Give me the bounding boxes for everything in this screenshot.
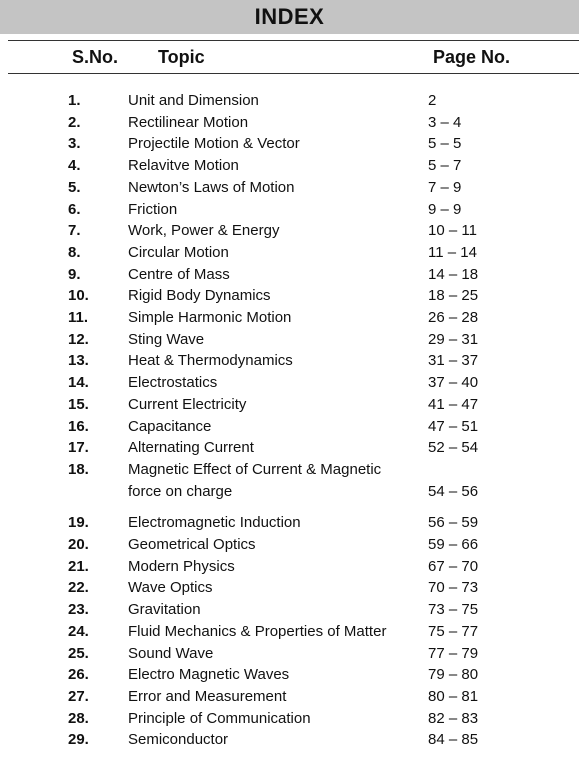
row-topic: Electromagnetic Induction [128, 514, 301, 532]
row-pages: 52 – 54 [428, 439, 479, 457]
row-pages: 29 – 31 [428, 330, 479, 348]
row-topic-line2: force on charge [128, 482, 233, 500]
row-topic: Friction [128, 200, 178, 218]
index-row [0, 285, 579, 307]
row-pages: 31 – 37 [428, 352, 479, 370]
row-pages: 79 – 80 [428, 666, 479, 684]
row-pages: 47 – 51 [428, 417, 479, 435]
row-pages: 41 – 47 [428, 395, 479, 413]
row-pages: 80 – 81 [428, 687, 479, 705]
index-row [0, 643, 579, 665]
row-number: 22. [68, 579, 89, 597]
row-pages: 2 [428, 92, 437, 109]
row-topic [128, 459, 428, 502]
row-pages: 11 – 14 [428, 243, 477, 261]
row-number: 28. [68, 709, 89, 727]
row-number: 27. [68, 687, 89, 705]
row-topic: Alternating Current [128, 439, 254, 457]
row-number: 1. [68, 92, 81, 109]
index-row [0, 177, 579, 199]
index-row [0, 416, 579, 438]
index-row [0, 621, 579, 643]
row-topic: Sound Wave [128, 644, 214, 662]
row-number: 21. [68, 557, 89, 575]
index-row [0, 264, 579, 286]
row-number: 23. [68, 601, 89, 619]
row-topic: Capacitance [128, 417, 212, 435]
row-topic: Error and Measurement [128, 687, 287, 705]
index-row [0, 90, 579, 112]
row-pages: 59 – 66 [428, 536, 479, 554]
row-number: 20. [68, 536, 89, 554]
row-topic: Fluid Mechanics & Properties of Matter [128, 622, 387, 640]
column-header-sno: S.No. [72, 47, 119, 67]
row-number: 24. [68, 622, 89, 640]
row-number: 16. [68, 417, 89, 435]
header-bottom-rule [8, 73, 579, 74]
row-topic: Circular Motion [128, 243, 229, 261]
index-row [0, 242, 579, 264]
index-row [0, 664, 579, 686]
row-pages: 82 – 83 [428, 709, 479, 727]
row-pages: 37 – 40 [428, 374, 479, 392]
row-pages: 5 – 5 [428, 135, 462, 153]
row-number: 17. [68, 439, 89, 457]
title-bar [0, 0, 579, 34]
row-pages: 7 – 9 [428, 178, 462, 196]
index-row [0, 199, 579, 221]
row-topic: Newton’s Laws of Motion [128, 178, 295, 196]
row-topic: Electrostatics [128, 374, 218, 392]
row-number: 25. [68, 644, 89, 662]
row-topic: Semiconductor [128, 731, 229, 749]
row-topic: Current Electricity [128, 395, 247, 413]
row-pages: 14 – 18 [428, 265, 479, 283]
row-number: 26. [68, 666, 89, 684]
row-topic: Simple Harmonic Motion [128, 309, 292, 327]
row-number: 19. [68, 514, 89, 532]
index-row [0, 459, 579, 502]
row-number: 14. [68, 374, 89, 392]
row-number: 15. [68, 395, 89, 413]
row-topic: Centre of Mass [128, 265, 230, 283]
row-topic: Gravitation [128, 601, 201, 619]
header-top-rule [8, 40, 579, 41]
row-pages: 77 – 79 [428, 644, 479, 662]
row-number: 9. [68, 265, 81, 283]
index-row [0, 394, 579, 416]
row-topic: Modern Physics [128, 557, 235, 575]
row-topic: Principle of Communication [128, 709, 311, 727]
row-pages: 70 – 73 [428, 579, 479, 597]
row-number: 8. [68, 243, 81, 261]
row-pages: 9 – 9 [428, 200, 462, 218]
row-pages: 10 – 11 [428, 222, 477, 240]
index-row [0, 112, 579, 134]
row-topic: Sting Wave [128, 330, 205, 348]
row-pages: 73 – 75 [428, 601, 479, 619]
index-row [0, 350, 579, 372]
index-row [0, 599, 579, 621]
index-row [0, 534, 579, 556]
row-topic: Rectilinear Motion [128, 113, 249, 131]
row-number: 7. [68, 222, 81, 240]
index-row [0, 686, 579, 708]
index-list [0, 90, 579, 751]
row-pages: 67 – 70 [428, 557, 479, 575]
index-row [0, 577, 579, 599]
row-number: 12. [68, 330, 89, 348]
index-row [0, 437, 579, 459]
row-pages: 3 – 4 [428, 113, 462, 131]
column-header-topic: Topic [158, 47, 205, 67]
row-number: 29. [68, 731, 89, 749]
row-pages: 56 – 59 [428, 514, 479, 532]
row-number: 5. [68, 178, 81, 196]
index-row [0, 329, 579, 351]
row-pages: 84 – 85 [428, 731, 479, 749]
row-number: 3. [68, 135, 81, 153]
index-row [0, 307, 579, 329]
index-row [0, 729, 579, 751]
row-topic-line1: Magnetic Effect of Current & Magnetic [128, 460, 382, 478]
row-number: 10. [68, 287, 89, 305]
row-number: 6. [68, 200, 81, 218]
index-row [0, 133, 579, 155]
row-number: 4. [68, 157, 81, 175]
row-pages: 5 – 7 [428, 157, 462, 175]
index-row [0, 220, 579, 242]
row-topic: Rigid Body Dynamics [128, 287, 271, 305]
row-pages: 18 – 25 [428, 287, 479, 305]
row-topic: Work, Power & Energy [128, 222, 280, 240]
row-pages: 54 – 56 [428, 482, 479, 500]
row-pages: 75 – 77 [428, 622, 479, 640]
row-topic: Heat & Thermodynamics [128, 352, 293, 370]
row-number: 18. [68, 460, 89, 478]
row-topic: Electro Magnetic Waves [128, 666, 290, 684]
row-number: 13. [68, 352, 89, 370]
column-header-page: Page No. [433, 47, 511, 67]
row-topic: Geometrical Optics [128, 536, 256, 554]
row-topic: Relavitve Motion [128, 157, 239, 175]
row-topic: Wave Optics [128, 579, 213, 597]
row-topic: Unit and Dimension [128, 92, 259, 109]
index-row [0, 512, 579, 534]
row-pages: 26 – 28 [428, 309, 479, 327]
row-topic: Projectile Motion & Vector [128, 135, 300, 153]
row-number: 11. [68, 309, 89, 327]
index-row [0, 155, 579, 177]
index-row [0, 708, 579, 730]
index-row [0, 556, 579, 578]
index-row [0, 372, 579, 394]
page-title: INDEX [254, 4, 325, 29]
row-number: 2. [68, 113, 81, 131]
